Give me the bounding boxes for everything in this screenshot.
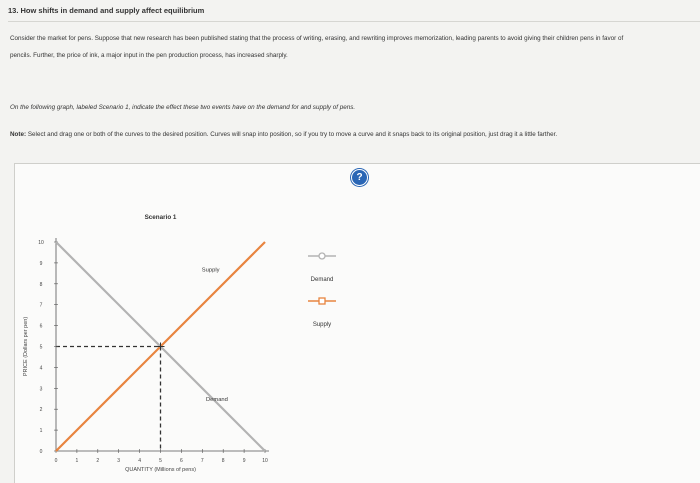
y-tick-label: 0 [39,449,43,455]
x-tick-label: 2 [96,458,100,464]
y-tick-label: 3 [39,386,43,393]
question-title: 13. How shifts in demand and supply affect equilibrium [8,6,205,15]
scenario-paragraph: Consider the market for pens. Suppose that new research has been published stating that the process of writing, erasing, and rewriting improves memorization, leading parents to avoid giving their children pens in favor of pencils. Further, the price of ink, a major input in the pen production process, has increased sharply. [10,35,624,59]
y-tick-label: 2 [39,407,43,414]
x-tick-label: 6 [180,458,183,464]
y-tick-label: 8 [39,281,43,288]
legend-supply-label: Supply [312,322,332,328]
chart-labels [23,214,228,473]
y-tick-label: 4 [39,365,43,372]
demand-curve-label: Demand [205,396,228,403]
x-tick-label: 1 [75,458,79,464]
x-tick-label: 7 [200,458,204,464]
y-tick-label: 5 [39,344,43,351]
note-text: Select and drag one or both of the curves to the desired position. Curves will snap into position, so if you try to move a curve and it snaps back to its original position, just drag it a little farther. [26,131,558,138]
circle-handle-icon [319,253,325,259]
x-axis-label: QUANTITY (Millions of pens) [125,467,196,473]
y-tick-label: 7 [39,302,43,309]
y-tick-label: 6 [39,323,43,330]
y-tick-label: 10 [38,240,44,246]
y-tick-label: 1 [39,428,43,435]
x-tick-label: 4 [138,458,141,464]
supply-curve-label: Supply [201,267,220,274]
x-tick-label: 8 [221,458,225,464]
help-icon[interactable]: ? [351,169,368,186]
note-label: Note: [10,131,27,138]
y-axis-label: PRICE (Dollars per pen) [23,316,29,377]
chart-legend [308,253,336,328]
chart-title: Scenario 1 [144,214,177,221]
x-tick-label: 3 [117,458,121,464]
legend-demand-label: Demand [310,277,334,283]
x-tick-label: 0 [54,458,58,464]
square-handle-icon [319,298,325,304]
y-tick-label: 9 [39,260,43,267]
x-tick-label: 9 [242,458,246,464]
instruction-paragraph: On the following graph, labeled Scenario 1, indicate the effect these two events have on the demand for and supply of pens. [10,104,356,111]
x-tick-label: 5 [159,458,162,464]
x-tick-label: 10 [262,458,268,464]
